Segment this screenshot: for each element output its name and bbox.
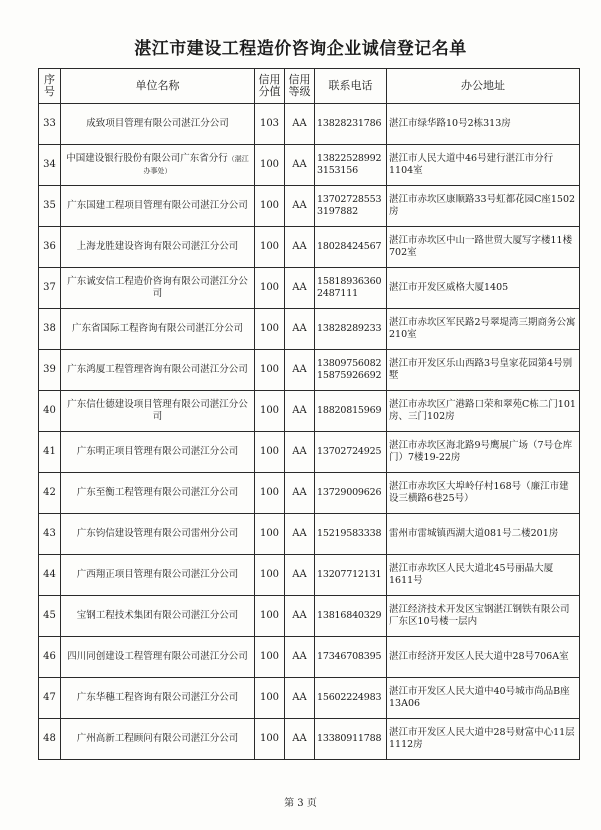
page-number: 第 3 页 — [284, 798, 317, 809]
table-row — [39, 719, 580, 760]
table-row — [39, 350, 580, 391]
credit-grade: AA — [285, 473, 315, 514]
office-address: 湛江市人民大道中46号建行湛江市分行1104室 — [387, 145, 580, 186]
contact-phone: 18820815969 — [315, 391, 387, 432]
row-number: 47 — [39, 678, 61, 719]
contact-phone: 13828289233 — [315, 309, 387, 350]
company-name — [61, 186, 255, 227]
credit-score: 100 — [255, 719, 285, 760]
credit-grade: AA — [285, 555, 315, 596]
table-row — [39, 432, 580, 473]
office-address: 湛江市经济开发区人民大道中28号706A室 — [387, 637, 580, 678]
table-row — [39, 268, 580, 309]
office-address: 湛江市赤坎区海北路9号鹰展广场（7号仓库门）7楼19-22房 — [387, 432, 580, 473]
header-address: 办公地址 — [387, 69, 580, 104]
credit-score: 100 — [255, 186, 285, 227]
table-row — [39, 555, 580, 596]
company-name-text: 广东明正项目管理有限公司湛江分公司 — [76, 446, 239, 457]
office-address: 湛江市开发区威格大厦1405 — [387, 268, 580, 309]
row-number: 41 — [39, 432, 61, 473]
contact-phone: 13809756082 15875926692 — [315, 350, 387, 391]
company-name — [61, 268, 255, 309]
credit-grade: AA — [285, 678, 315, 719]
contact-phone: 13207712131 — [315, 555, 387, 596]
company-name-text: 上海龙胜建设咨询有限公司湛江分公司 — [76, 241, 239, 252]
table-row — [39, 186, 580, 227]
company-name — [61, 473, 255, 514]
contact-phone: 13822528992 3153156 — [315, 145, 387, 186]
table-row — [39, 145, 580, 186]
table-row — [39, 514, 580, 555]
row-number: 36 — [39, 227, 61, 268]
company-name — [61, 145, 255, 186]
contact-phone: 13702724925 — [315, 432, 387, 473]
credit-score: 100 — [255, 678, 285, 719]
header-phone: 联系电话 — [315, 69, 387, 104]
credit-score: 100 — [255, 637, 285, 678]
row-number: 39 — [39, 350, 61, 391]
table-row — [39, 309, 580, 350]
registry-table — [38, 68, 580, 760]
company-name-text: 广东华穗工程咨询有限公司湛江分公司 — [76, 692, 239, 703]
row-number: 37 — [39, 268, 61, 309]
row-number: 34 — [39, 145, 61, 186]
credit-grade: AA — [285, 719, 315, 760]
credit-grade: AA — [285, 104, 315, 145]
contact-phone: 13380911788 — [315, 719, 387, 760]
row-number: 48 — [39, 719, 61, 760]
header-grade: 信用等级 — [285, 69, 315, 104]
company-name-text: 广东省国际工程咨询有限公司湛江分公司 — [71, 323, 243, 334]
credit-score: 103 — [255, 104, 285, 145]
office-address: 湛江经济技术开发区宝钢湛江钢铁有限公司厂东区10号楼一层内 — [387, 596, 580, 637]
company-name — [61, 678, 255, 719]
credit-score: 100 — [255, 350, 285, 391]
company-name — [61, 555, 255, 596]
contact-phone: 15602224983 — [315, 678, 387, 719]
office-address: 湛江市赤坎区康顺路33号虹都花园C座1502房 — [387, 186, 580, 227]
row-number: 35 — [39, 186, 61, 227]
row-number: 46 — [39, 637, 61, 678]
credit-grade: AA — [285, 227, 315, 268]
company-name — [61, 514, 255, 555]
credit-score: 100 — [255, 227, 285, 268]
company-name — [61, 719, 255, 760]
office-address: 湛江市赤坎区广港路口荣和翠苑C栋二门101房、三门102房 — [387, 391, 580, 432]
contact-phone: 15219583338 — [315, 514, 387, 555]
credit-score: 100 — [255, 596, 285, 637]
company-name — [61, 391, 255, 432]
credit-grade: AA — [285, 596, 315, 637]
table-row — [39, 227, 580, 268]
credit-score: 100 — [255, 514, 285, 555]
company-name-text: 广东信仕德建设项目管理有限公司湛江分公司 — [67, 399, 248, 422]
company-name-text: 中国建设银行股份有限公司广东省分行 — [66, 153, 228, 164]
office-address: 湛江市开发区人民大道中40号城市尚品B座13A06 — [387, 678, 580, 719]
company-name-text: 广东至衡工程管理有限公司湛江分公司 — [76, 487, 239, 498]
credit-score: 100 — [255, 555, 285, 596]
row-number: 43 — [39, 514, 61, 555]
contact-phone: 13729009626 — [315, 473, 387, 514]
credit-grade: AA — [285, 637, 315, 678]
company-name-text: 广东诚安信工程造价咨询有限公司湛江分公司 — [67, 276, 248, 299]
header-name: 单位名称 — [61, 69, 255, 104]
office-address: 湛江市绿华路10号2栋313房 — [387, 104, 580, 145]
credit-grade: AA — [285, 268, 315, 309]
company-name-text: 广东鸿厦工程管理咨询有限公司湛江分公司 — [67, 364, 248, 375]
credit-grade: AA — [285, 309, 315, 350]
credit-score: 100 — [255, 391, 285, 432]
credit-grade: AA — [285, 391, 315, 432]
company-name-text: 宝钢工程技术集团有限公司湛江分公司 — [76, 610, 239, 621]
credit-grade: AA — [285, 145, 315, 186]
document-title: 湛江市建设工程造价咨询企业诚信登记名单 — [134, 39, 467, 59]
row-number: 45 — [39, 596, 61, 637]
credit-score: 100 — [255, 473, 285, 514]
table-row — [39, 391, 580, 432]
company-name — [61, 637, 255, 678]
company-name — [61, 432, 255, 473]
contact-phone: 15818936360 2487111 — [315, 268, 387, 309]
header-no: 序号 — [39, 69, 61, 104]
office-address: 湛江市开发区乐山西路3号皇家花园第4号别墅 — [387, 350, 580, 391]
company-name — [61, 596, 255, 637]
table-row — [39, 104, 580, 145]
credit-score: 100 — [255, 432, 285, 473]
contact-phone: 13828231786 — [315, 104, 387, 145]
company-name-text: 成致项目管理有限公司湛江分公司 — [86, 118, 229, 129]
row-number: 33 — [39, 104, 61, 145]
company-name-text: 四川同创建设工程管理有限公司湛江分公司 — [67, 651, 248, 662]
contact-phone: 13816840329 — [315, 596, 387, 637]
office-address: 湛江市开发区人民大道中28号财富中心11层1112房 — [387, 719, 580, 760]
credit-score: 100 — [255, 268, 285, 309]
table-body — [39, 104, 580, 760]
contact-phone: 13702728553 3197882 — [315, 186, 387, 227]
contact-phone: 17346708395 — [315, 637, 387, 678]
company-name — [61, 227, 255, 268]
credit-grade: AA — [285, 186, 315, 227]
row-number: 44 — [39, 555, 61, 596]
table-row — [39, 473, 580, 514]
contact-phone: 18028424567 — [315, 227, 387, 268]
company-name-text: 广东钧信建设管理有限公司雷州分公司 — [76, 528, 239, 539]
row-number: 40 — [39, 391, 61, 432]
company-name-text: 广东国建工程项目管理有限公司湛江分公司 — [67, 200, 248, 211]
office-address: 雷州市雷城镇西湖大道081号二楼201房 — [387, 514, 580, 555]
credit-grade: AA — [285, 350, 315, 391]
office-address: 湛江市赤坎区人民大道北45号丽晶大厦1611号 — [387, 555, 580, 596]
company-name — [61, 350, 255, 391]
office-address: 湛江市赤坎区中山一路世贸大厦写字楼11楼702室 — [387, 227, 580, 268]
header-score: 信用分值 — [255, 69, 285, 104]
credit-grade: AA — [285, 514, 315, 555]
company-name-text: 广州高新工程顾问有限公司湛江分公司 — [76, 733, 239, 744]
row-number: 42 — [39, 473, 61, 514]
credit-score: 100 — [255, 309, 285, 350]
company-name-note: （湛江办事处） — [143, 155, 249, 175]
office-address: 湛江市赤坎区军民路2号翠堤湾三期商务公寓210室 — [387, 309, 580, 350]
credit-score: 100 — [255, 145, 285, 186]
table-header-row — [39, 69, 580, 104]
credit-grade: AA — [285, 432, 315, 473]
company-name-text: 广西翔正项目管理有限公司湛江分公司 — [76, 569, 239, 580]
table-row — [39, 637, 580, 678]
table-row — [39, 678, 580, 719]
office-address: 湛江市赤坎区大埠岭仔村168号（廉江市建设三横路6巷25号） — [387, 473, 580, 514]
table-row — [39, 596, 580, 637]
row-number: 38 — [39, 309, 61, 350]
company-name — [61, 104, 255, 145]
company-name — [61, 309, 255, 350]
